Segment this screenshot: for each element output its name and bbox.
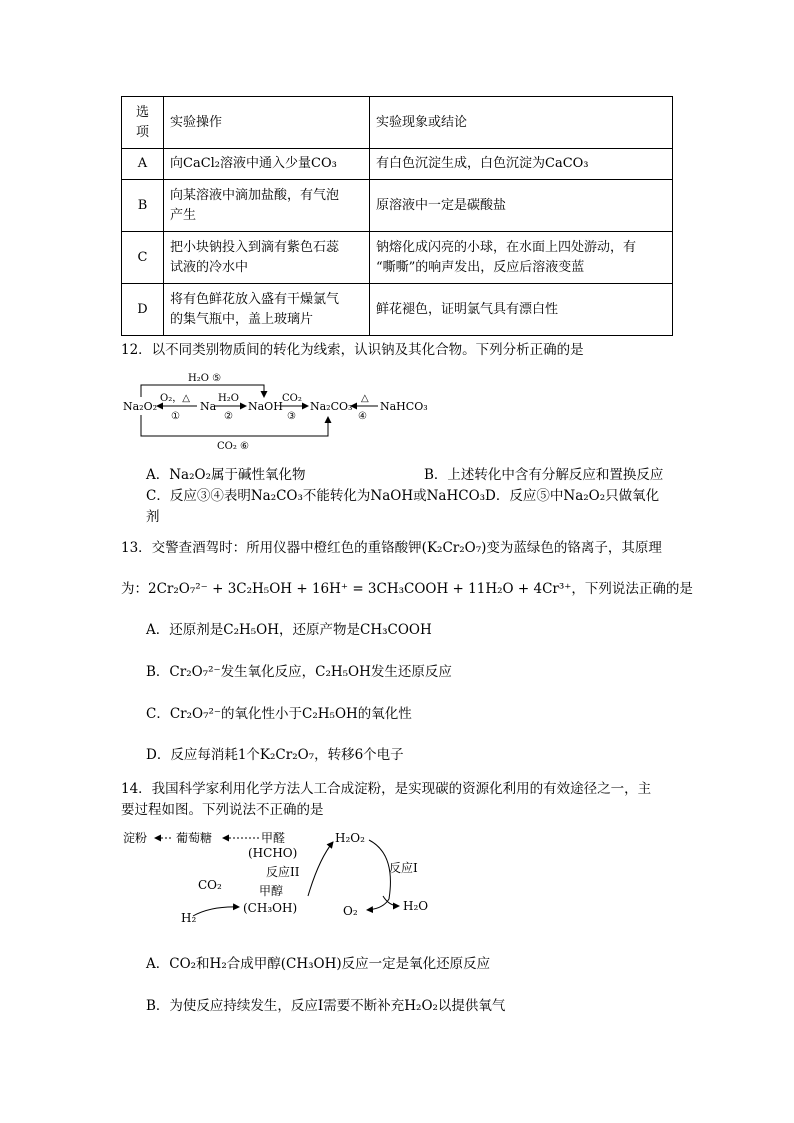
arrow-reaction-1-curve bbox=[367, 840, 390, 910]
arrow-to-h2o bbox=[383, 896, 399, 906]
experiment-table bbox=[121, 96, 673, 336]
cell-line: 向CaCl₂溶液中通入少量CO₃ bbox=[170, 156, 337, 171]
o2-label: O₂ bbox=[343, 904, 358, 918]
reaction-5-label: H₂O ⑤ bbox=[188, 373, 222, 384]
q13-option-c: C．Cr₂O₇²⁻的氧化性小于C₂H₅OH的氧化性 bbox=[146, 706, 412, 722]
row-operation bbox=[164, 284, 370, 336]
q13-stem: 13．交警查酒驾时：所用仪器中橙红色的重铬酸钾(K₂Cr₂O₇)变为蓝绿色的铬离子，其原理 bbox=[121, 540, 662, 556]
row-operation bbox=[164, 149, 370, 180]
q12-option-c: C．反应③④表明Na₂CO₃不能转化为NaOH或NaHCO₃D．反应⑤中Na₂O₂只做氧化 bbox=[146, 488, 660, 504]
q12-option-b: B．上述转化中含有分解反应和置换反应 bbox=[424, 467, 664, 483]
h2o-label: H₂O bbox=[403, 899, 429, 913]
q14-stem-line2: 要过程如图。下列说法不正确的是 bbox=[121, 802, 324, 818]
naoh-label: NaOH bbox=[248, 400, 283, 413]
na2co3-label: Na₂CO₃ bbox=[310, 400, 353, 413]
q14-option-b: B．为使反应持续发生，反应I需要不断补充H₂O₂以提供氧气 bbox=[146, 998, 506, 1014]
h2o2-label: H₂O₂ bbox=[335, 831, 365, 845]
row-result bbox=[370, 232, 673, 284]
row-result bbox=[370, 149, 673, 180]
row-result bbox=[370, 180, 673, 232]
reaction-1-number: ① bbox=[171, 411, 180, 422]
cell-line: 将有色鲜花放入盛有干燥氯气 bbox=[170, 291, 340, 307]
h2-label: H₂ bbox=[181, 911, 197, 925]
table-row bbox=[122, 180, 673, 232]
co2-label: CO₂ bbox=[198, 878, 222, 892]
reaction-2-number: ② bbox=[224, 411, 233, 422]
table-row bbox=[122, 232, 673, 284]
reaction-3-condition: CO₂ bbox=[282, 393, 302, 404]
q14-option-a: A．CO₂和H₂合成甲醇(CH₃OH)反应一定是氧化还原反应 bbox=[146, 956, 491, 972]
header-option-line: 选 bbox=[135, 104, 149, 120]
cell-line: 鲜花褪色，证明氯气具有漂白性 bbox=[376, 301, 559, 317]
reaction-6-label: CO₂ ⑥ bbox=[217, 441, 250, 452]
q13-option-b: B．Cr₂O₇²⁻发生氧化反应，C₂H₅OH发生还原反应 bbox=[146, 664, 452, 680]
q12-option-a: A．Na₂O₂属于碱性氧化物 bbox=[146, 467, 306, 483]
na-label: Na bbox=[200, 400, 217, 413]
cell-line: 原溶液中一定是碳酸盐 bbox=[376, 197, 507, 213]
nahco3-label: NaHCO₃ bbox=[380, 400, 428, 413]
q13-option-d: D．反应每消耗1个K₂Cr₂O₇，转移6个电子 bbox=[146, 747, 404, 763]
reaction-2-condition: H₂O bbox=[218, 393, 239, 404]
row-result bbox=[370, 284, 673, 336]
row-option: A bbox=[122, 149, 164, 180]
reaction-2-label: 反应II bbox=[266, 865, 300, 879]
arrow-co2-h2-to-methanol bbox=[193, 907, 239, 916]
header-option bbox=[122, 97, 164, 149]
starch-label: 淀粉 bbox=[123, 831, 148, 845]
q13-equation: 为：2Cr₂O₇²⁻ + 3C₂H₅OH + 16H⁺ = 3CH₃COOH + 11H₂O + 4Cr³⁺，下列说法正确的是 bbox=[121, 581, 693, 597]
sodium-conversion-diagram bbox=[121, 365, 441, 455]
header-operation: 实验操作 bbox=[164, 97, 370, 149]
glucose-label: 葡萄糖 bbox=[176, 831, 213, 845]
reaction-1-condition: O₂，△ bbox=[160, 393, 190, 404]
cell-line: 产生 bbox=[170, 207, 197, 223]
row-option: B bbox=[122, 180, 164, 232]
formaldehyde-label: 甲醛 bbox=[261, 831, 286, 845]
cell-line: 钠熔化成闪亮的小球，在水面上四处游动，有 bbox=[376, 239, 637, 255]
ch3oh-label: (CH₃OH) bbox=[243, 901, 298, 915]
row-operation bbox=[164, 232, 370, 284]
arrow-reaction-6 bbox=[141, 415, 328, 436]
header-option-line: 项 bbox=[135, 124, 149, 140]
hcho-label: (HCHO) bbox=[248, 846, 298, 860]
arrow-reaction-2-curve bbox=[308, 842, 333, 896]
cell-line: 有白色沉淀生成，白色沉淀为CaCO₃ bbox=[376, 156, 589, 171]
q12-option-c-cont: 剂 bbox=[146, 509, 160, 525]
table-row bbox=[122, 284, 673, 336]
row-operation bbox=[164, 180, 370, 232]
table-header-row bbox=[122, 97, 673, 149]
na2o2-label: Na₂O₂ bbox=[123, 400, 158, 413]
cell-line: 试液的冷水中 bbox=[170, 259, 249, 275]
starch-synthesis-diagram bbox=[121, 824, 441, 939]
cell-line: “嘶嘶”的响声发出，反应后溶液变蓝 bbox=[376, 259, 585, 275]
cell-line: 的集气瓶中，盖上玻璃片 bbox=[170, 311, 314, 327]
reaction-4-number: ④ bbox=[358, 411, 367, 422]
q13-option-a: A．还原剂是C₂H₅OH，还原产物是CH₃COOH bbox=[146, 622, 432, 638]
reaction-1-label: 反应I bbox=[389, 861, 418, 875]
reaction-3-number: ③ bbox=[287, 411, 296, 422]
cell-line: 向某溶液中滴加盐酸，有气泡 bbox=[170, 187, 340, 203]
q12-stem: 12．以不同类别物质间的转化为线索，认识钠及其化合物。下列分析正确的是 bbox=[121, 342, 584, 358]
cell-line: 把小块钠投入到滴有紫色石蕊 bbox=[170, 239, 340, 255]
row-option: D bbox=[122, 284, 164, 336]
reaction-4-condition: △ bbox=[361, 393, 369, 404]
row-option: C bbox=[122, 232, 164, 284]
methanol-label: 甲醇 bbox=[259, 884, 284, 898]
table-row bbox=[122, 149, 673, 180]
q14-stem-line1: 14．我国科学家利用化学方法人工合成淀粉，是实现碳的资源化利用的有效途径之一，主 bbox=[121, 781, 652, 797]
header-result: 实验现象或结论 bbox=[370, 97, 673, 149]
